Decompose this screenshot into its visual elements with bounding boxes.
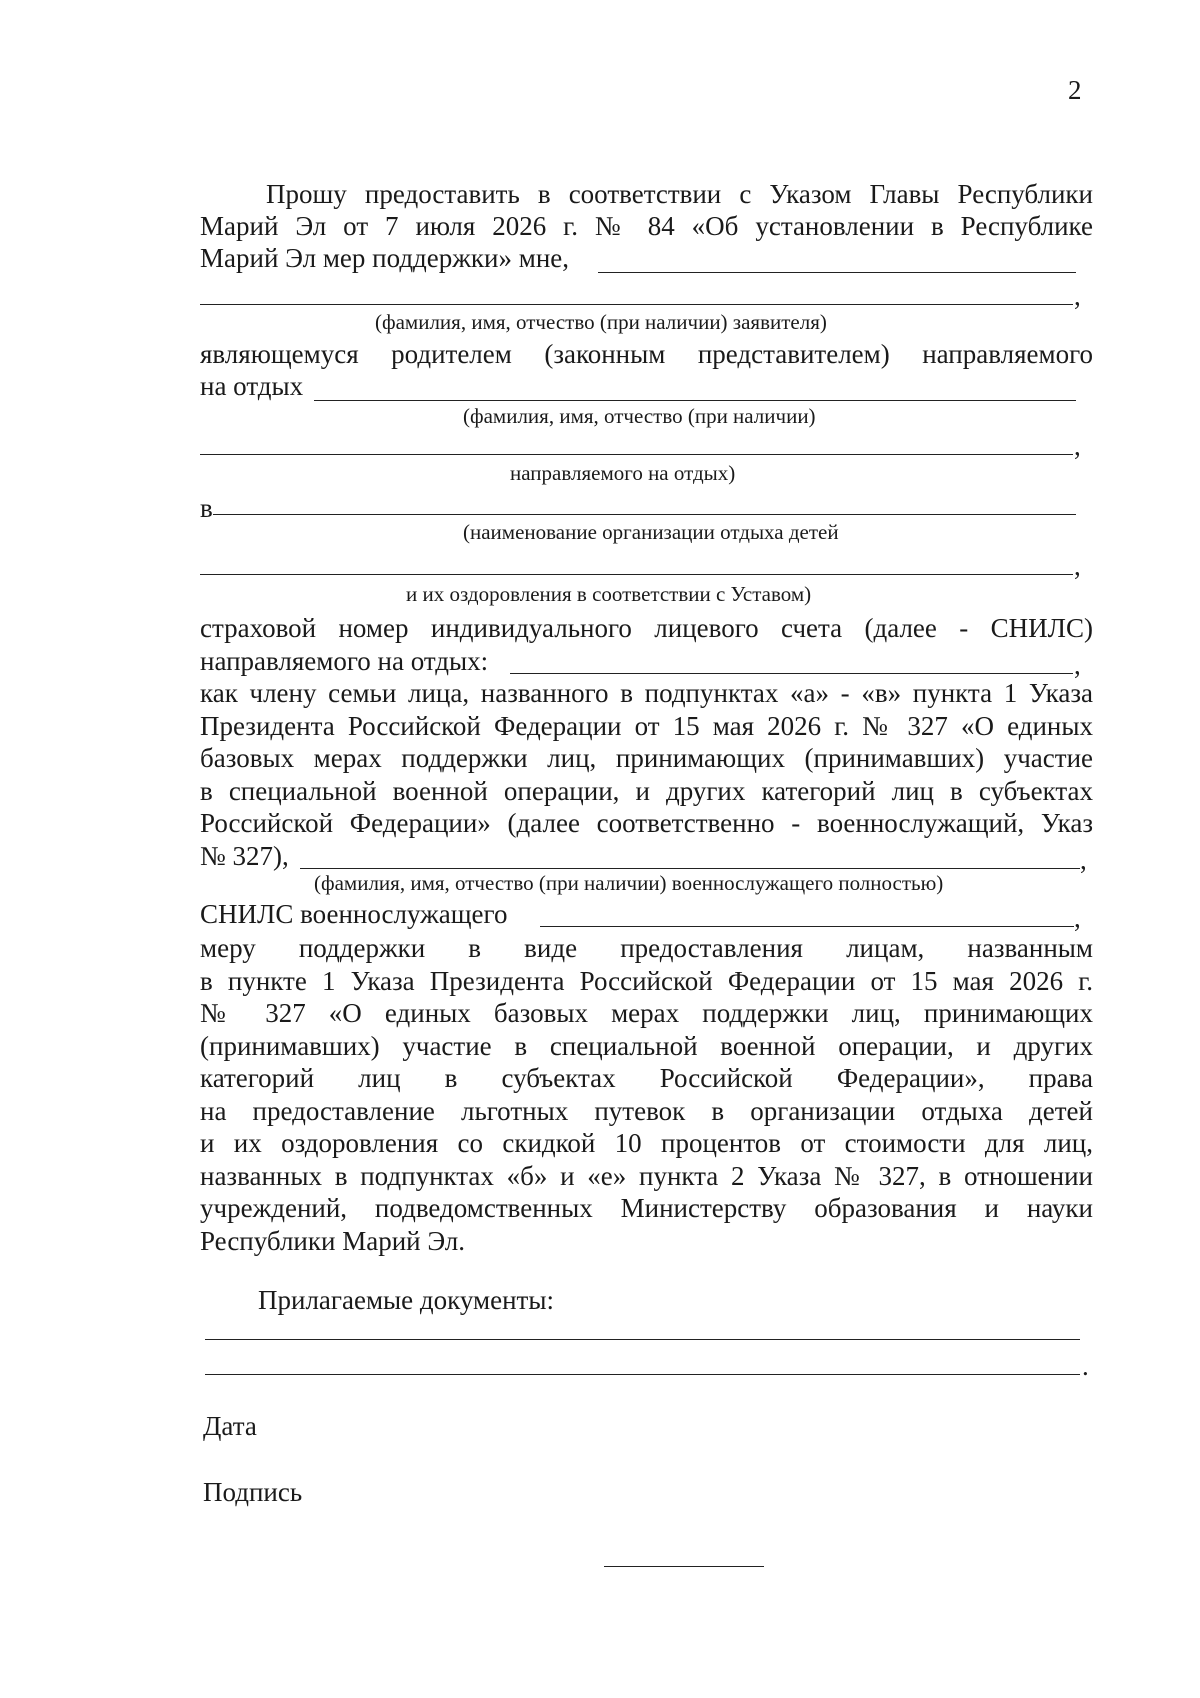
date-label: Дата (203, 1411, 257, 1441)
measure-line-9: учреждений, подведомственных Министерству образования и науки (200, 1193, 1093, 1223)
org-name-blank-1[interactable] (213, 514, 1076, 515)
period: . (1082, 1351, 1089, 1381)
family-member-line-2: Президента Российской Федерации от 15 мая 2026 г. № 327 «О единых (200, 711, 1093, 741)
snils-child-line-2: направляемого на отдых: (200, 646, 489, 676)
parent-line: являющемуся родителем (законным представителем) направляемого (200, 339, 1093, 369)
serviceman-fio-blank[interactable] (300, 868, 1080, 869)
measure-line-4: (принимавших) участие в специальной военной операции, и других (200, 1031, 1093, 1061)
caption-child-fio-1: (фамилия, имя, отчество (при наличии) (463, 404, 816, 428)
family-member-line-5: Российской Федерации» (далее соответственно - военнослужащий, Указ (200, 808, 1093, 838)
intro-line-3: Марий Эл мер поддержки» мне, (200, 243, 570, 273)
caption-applicant-fio: (фамилия, имя, отчество (при наличии) заявителя) (375, 310, 827, 334)
measure-line-10: Республики Марий Эл. (200, 1226, 466, 1256)
attached-docs-blank-1[interactable] (205, 1339, 1080, 1340)
measure-line-1: меру поддержки в виде предоставления лицам, названным (200, 933, 1093, 963)
page-number: 2 (1068, 75, 1082, 105)
snils-serviceman-blank[interactable] (540, 926, 1074, 927)
caption-org-name-1: (наименование организации отдыха детей (463, 520, 839, 544)
comma: , (1074, 650, 1081, 680)
rest-label: на отдых (200, 371, 304, 401)
closing-separator (604, 1566, 764, 1567)
intro-line-1: Прошу предоставить в соответствии с Указом Главы Республики (266, 179, 1093, 209)
applicant-fio-blank-2[interactable] (200, 304, 1073, 305)
measure-line-6: на предоставление льготных путевок в организации отдыха детей (200, 1096, 1093, 1126)
family-member-tail: № 327), (200, 841, 289, 871)
caption-serviceman-fio: (фамилия, имя, отчество (при наличии) военнослужащего полностью) (314, 871, 944, 895)
measure-line-8: названных в подпунктах «б» и «е» пункта 2 Указа № 327, в отношении (200, 1161, 1093, 1191)
measure-line-2: в пункте 1 Указа Президента Российской Федерации от 15 мая 2026 г. (200, 966, 1093, 996)
signature-label: Подпись (203, 1477, 303, 1507)
comma: , (1080, 845, 1087, 875)
snils-serviceman-label: СНИЛС военнослужащего (200, 899, 508, 929)
comma: , (1074, 431, 1081, 461)
caption-org-name-2: и их оздоровления в соответствии с Уставом) (406, 582, 812, 606)
measure-line-5: категорий лиц в субъектах Российской Федерации», права (200, 1063, 1093, 1093)
family-member-line-1: как члену семьи лица, названного в подпунктах «а» - «в» пункта 1 Указа (200, 678, 1093, 708)
child-fio-blank-2[interactable] (200, 454, 1073, 455)
measure-line-7: и их оздоровления со скидкой 10 процентов от стоимости для лиц, (200, 1128, 1093, 1158)
intro-line-2: Марий Эл от 7 июля 2026 г. № 84 «Об установлении в Республике (200, 211, 1093, 241)
child-fio-blank-1[interactable] (314, 400, 1076, 401)
snils-child-blank[interactable] (510, 673, 1073, 674)
applicant-fio-blank-1[interactable] (598, 272, 1076, 273)
attached-docs-blank-2[interactable] (205, 1374, 1080, 1375)
caption-child-fio-2: направляемого на отдых) (510, 461, 736, 485)
attached-docs-label: Прилагаемые документы: (258, 1285, 554, 1315)
org-name-blank-2[interactable] (200, 574, 1073, 575)
comma: , (1074, 903, 1081, 933)
comma: , (1074, 551, 1081, 581)
measure-line-3: № 327 «О единых базовых мерах поддержки лиц, принимающих (200, 998, 1093, 1028)
in-label: в (200, 493, 213, 523)
family-member-line-4: в специальной военной операции, и других категорий лиц в субъектах (200, 776, 1093, 806)
family-member-line-3: базовых мерах поддержки лиц, принимающих (принимавших) участие (200, 743, 1093, 773)
snils-child-line-1: страховой номер индивидуального лицевого счета (далее - СНИЛС) (200, 613, 1093, 643)
comma: , (1074, 281, 1081, 311)
